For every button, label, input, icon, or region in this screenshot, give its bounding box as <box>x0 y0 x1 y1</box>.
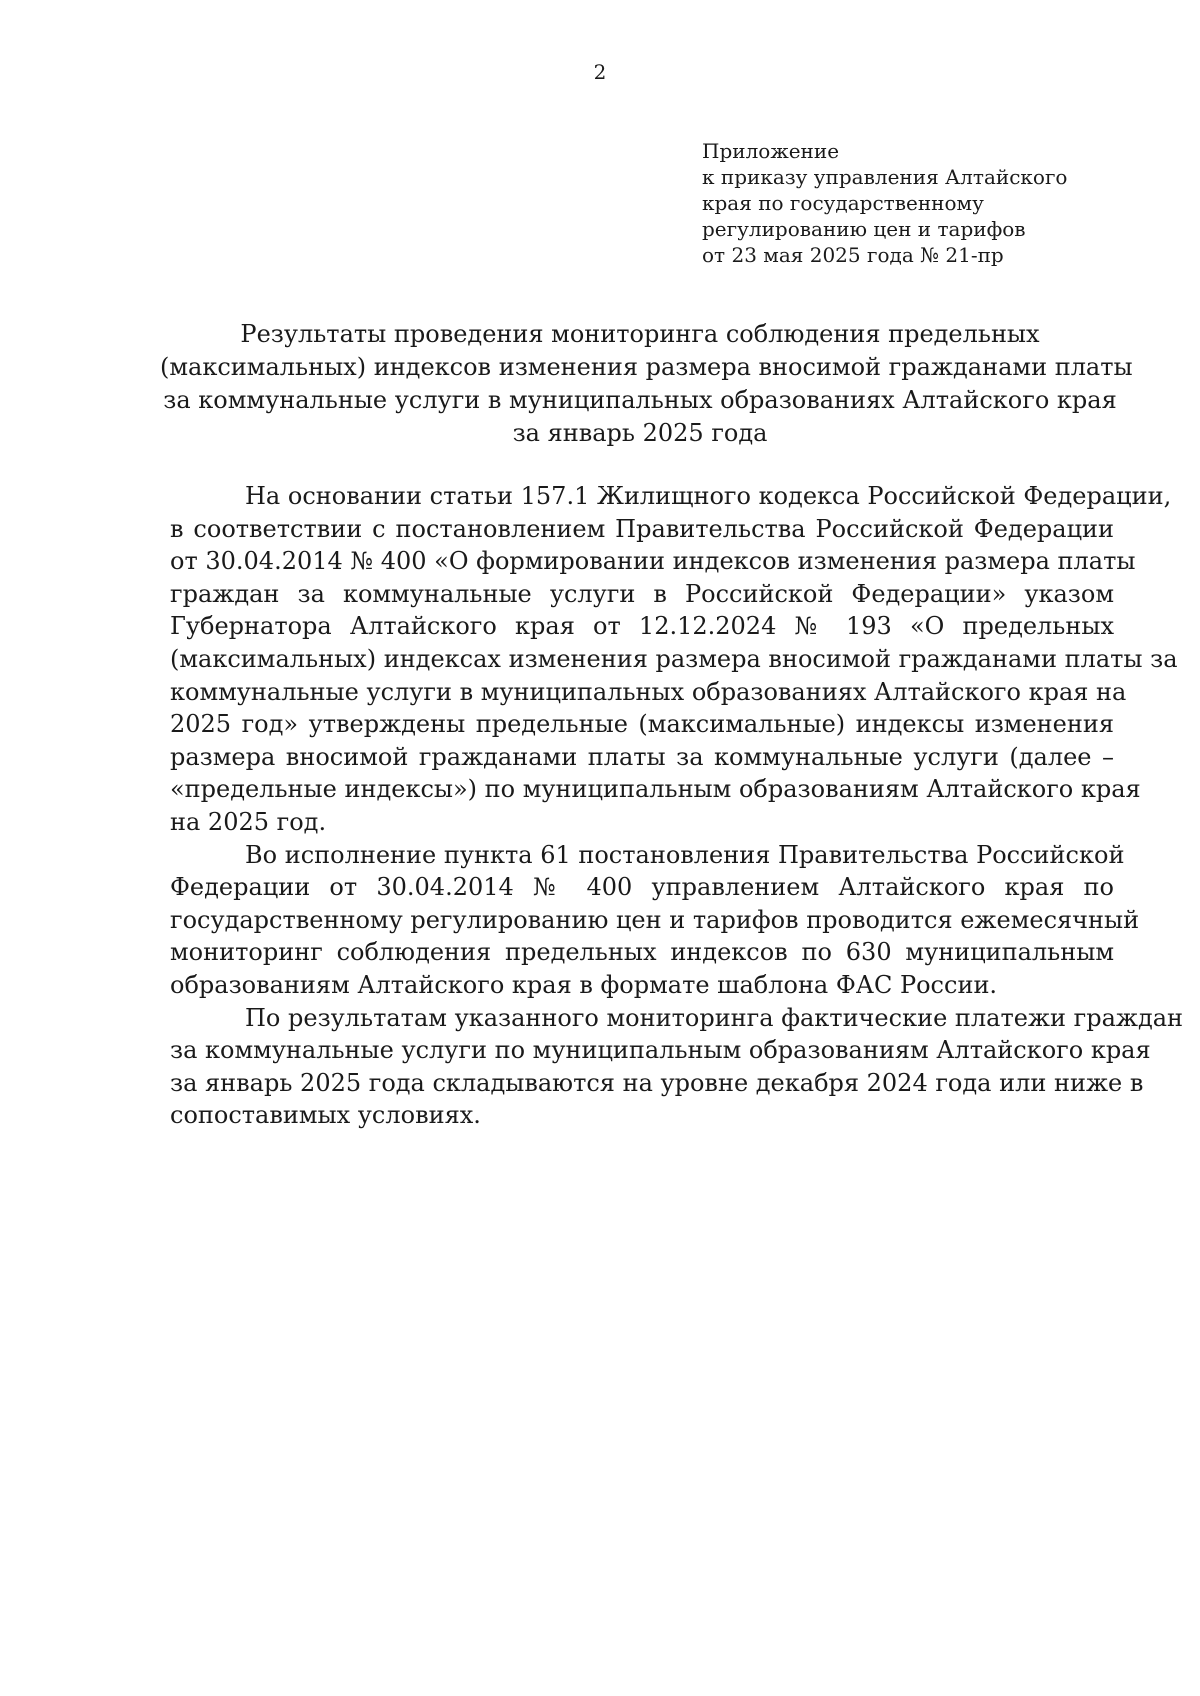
paragraph-monitoring <box>170 839 1140 1002</box>
paragraph-line: Федерации от 30.04.2014 № 400 управлением Алтайского края по <box>170 873 1114 902</box>
page-number: 2 <box>593 60 607 84</box>
paragraph-line: сопоставимых условиях. <box>170 1101 481 1130</box>
paragraph-line: 2025 год» утверждены предельные (максимальные) индексы изменения <box>170 710 1114 739</box>
title-line: за коммунальные услуги в муниципальных образованиях Алтайского края <box>163 386 1117 414</box>
paragraph-line: за коммунальные услуги по муниципальным образованиям Алтайского края <box>170 1036 1151 1065</box>
paragraph-line: Губернатора Алтайского края от 12.12.2024 № 193 «О предельных <box>170 612 1114 641</box>
appendix-line: от 23 мая 2025 года № 21-пр <box>702 243 1004 267</box>
document-title <box>160 318 1133 450</box>
paragraph-line: мониторинг соблюдения предельных индексов по 630 муниципальным <box>170 938 1114 967</box>
title-line: Результаты проведения мониторинга соблюдения предельных <box>240 320 1040 348</box>
appendix-line: Приложение <box>702 139 840 163</box>
paragraph-line: «предельные индексы») по муниципальным образованиям Алтайского края <box>170 775 1141 804</box>
paragraph-line: На основании статьи 157.1 Жилищного кодекса Российской Федерации, <box>245 482 1172 510</box>
document-body <box>170 480 1184 1132</box>
paragraph-line: в соответствии с постановлением Правительства Российской Федерации <box>170 514 1114 543</box>
appendix-line: к приказу управления Алтайского <box>702 165 1068 189</box>
paragraph-line: По результатам указанного мониторинга фактические платежи граждан <box>245 1003 1184 1032</box>
paragraph-line: (максимальных) индексах изменения размера вносимой гражданами платы за <box>170 644 1178 673</box>
title-line: за январь 2025 года <box>512 419 768 447</box>
appendix-line: регулированию цен и тарифов <box>702 217 1026 241</box>
paragraph-line: граждан за коммунальные услуги в Российской Федерации» указом <box>170 579 1114 608</box>
paragraph-line: от 30.04.2014 № 400 «О формировании индексов изменения размера платы <box>170 547 1136 576</box>
paragraph-line: коммунальные услуги в муниципальных образованиях Алтайского края на <box>170 677 1127 706</box>
appendix-line: края по государственному <box>702 191 984 215</box>
paragraph-legal-basis <box>170 480 1178 839</box>
paragraph-line: образованиям Алтайского края в формате шаблона ФАС России. <box>170 970 998 999</box>
paragraph-results <box>170 1002 1184 1132</box>
appendix-reference <box>702 138 1142 268</box>
paragraph-line: размера вносимой гражданами платы за коммунальные услуги (далее – <box>170 742 1114 771</box>
title-line: (максимальных) индексов изменения размера вносимой гражданами платы <box>160 353 1133 381</box>
paragraph-line: на 2025 год. <box>170 807 327 836</box>
paragraph-line: государственному регулированию цен и тарифов проводится ежемесячный <box>170 905 1140 934</box>
paragraph-line: за январь 2025 года складываются на уровне декабря 2024 года или ниже в <box>170 1068 1144 1097</box>
paragraph-line: Во исполнение пункта 61 постановления Правительства Российской <box>245 840 1125 869</box>
